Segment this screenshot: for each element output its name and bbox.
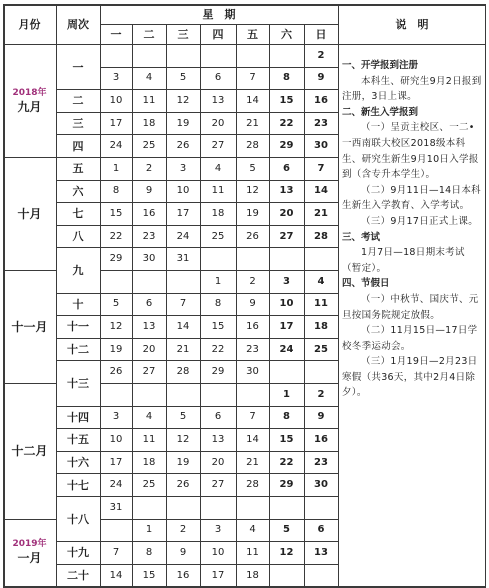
day-cell: 13: [142, 320, 156, 332]
row-line: [100, 89, 338, 90]
col-line: [236, 24, 237, 586]
day-cell: 25: [142, 140, 156, 152]
week-label: 七: [72, 207, 84, 221]
week-label: 十九: [67, 546, 89, 560]
month-name: 十二月: [11, 443, 48, 458]
day-cell: [304, 247, 338, 270]
day-cell: 17: [279, 320, 294, 332]
day-cell: [166, 270, 200, 293]
notes-heading: 二、新生入学报到: [342, 106, 419, 118]
row-line: [56, 315, 100, 316]
row-line: [100, 473, 338, 474]
day-cell: 22: [279, 456, 294, 468]
day-cell: 18: [246, 569, 259, 581]
day-cell: 5: [112, 298, 120, 310]
week-label: 十五: [67, 433, 89, 447]
day-cell: [269, 247, 304, 270]
day-cell: 2: [249, 275, 256, 287]
day-cell: [269, 360, 304, 383]
day-cell: 26: [176, 140, 190, 152]
row-line: [56, 293, 100, 294]
day-cell: 22: [109, 230, 123, 242]
day-cell: 3: [179, 162, 187, 174]
row-line: [100, 112, 338, 113]
row-line: [100, 180, 338, 181]
day-cell: 9: [317, 411, 325, 423]
row-line: [56, 541, 100, 542]
day-cell: 1: [145, 524, 153, 536]
day-cell: 5: [179, 72, 187, 84]
week-label: 九: [72, 263, 84, 277]
month-label: [3, 519, 56, 587]
row-line: [3, 586, 56, 587]
day-cell: [100, 270, 132, 293]
header-day-4: 四: [212, 28, 224, 41]
day-cell: 28: [314, 230, 328, 242]
row-line: [100, 428, 338, 429]
col-line: [304, 24, 305, 586]
day-cell: [166, 383, 200, 406]
day-cell: 24: [279, 343, 294, 355]
day-cell: [132, 383, 166, 406]
day-cell: 26: [109, 366, 123, 378]
day-cell: [200, 383, 236, 406]
day-cell: [166, 44, 200, 67]
row-line: [100, 451, 338, 452]
row-line: [100, 338, 338, 339]
col-line: [56, 4, 57, 586]
day-cell: [100, 44, 132, 67]
row-line: [100, 360, 338, 361]
week-label: 十三: [67, 376, 89, 390]
row-line: [56, 564, 100, 565]
day-cell: 17: [176, 207, 190, 219]
row-line: [100, 247, 338, 248]
day-cell: 7: [179, 298, 187, 310]
day-cell: 26: [176, 479, 190, 491]
day-cell: 7: [112, 546, 120, 558]
week-label: 三: [72, 117, 84, 131]
header-day-7: 日: [315, 28, 327, 41]
day-cell: 30: [314, 140, 328, 152]
notes-heading: 四、节假日: [342, 278, 390, 290]
day-cell: [200, 247, 236, 270]
week-label: 十一: [67, 320, 89, 334]
header-day-5: 五: [247, 28, 258, 41]
day-cell: 29: [279, 140, 294, 152]
row-line: [56, 225, 100, 226]
week-label: 二: [72, 94, 84, 108]
day-cell: 2: [145, 162, 153, 174]
month-label: [3, 383, 56, 519]
row-line: [100, 225, 338, 226]
row-line: [338, 44, 486, 45]
day-cell: 4: [145, 72, 153, 84]
row-line: [56, 406, 100, 407]
row-line: [56, 247, 100, 248]
day-cell: 23: [142, 230, 156, 242]
day-cell: 25: [142, 479, 156, 491]
month-label: [3, 44, 56, 157]
week-label: 十八: [67, 512, 89, 526]
month-name: 九月: [17, 99, 42, 114]
day-cell: [200, 44, 236, 67]
day-cell: 30: [314, 479, 328, 491]
day-cell: 22: [279, 117, 294, 129]
col-line: [100, 4, 101, 586]
month-label: [3, 270, 56, 383]
day-cell: 18: [314, 320, 328, 332]
day-cell: [100, 383, 132, 406]
notes-paragraph: （三）1月19日—2月23日寒假（共36天，其中2月4日除夕）。: [342, 356, 478, 399]
day-cell: 9: [317, 72, 325, 84]
day-cell: 20: [279, 207, 294, 219]
day-cell: 25: [211, 230, 225, 242]
day-cell: 13: [211, 433, 225, 445]
day-cell: 4: [145, 411, 153, 423]
day-cell: 27: [142, 366, 156, 378]
col-line: [166, 24, 167, 586]
row-line: [3, 519, 56, 520]
day-cell: 6: [283, 162, 290, 174]
row-line: [56, 112, 100, 113]
day-cell: 16: [314, 94, 328, 106]
day-cell: 15: [211, 320, 225, 332]
day-cell: 8: [283, 411, 290, 423]
day-cell: 20: [142, 343, 156, 355]
day-cell: 3: [112, 72, 120, 84]
day-cell: 31: [176, 253, 190, 265]
day-cell: 5: [283, 524, 290, 536]
day-cell: 12: [246, 185, 259, 197]
day-cell: 16: [142, 207, 156, 219]
day-cell: 15: [109, 207, 123, 219]
header-notes: 说 明: [395, 18, 429, 31]
day-cell: 23: [314, 456, 328, 468]
day-cell: 6: [317, 524, 325, 536]
border-left: [3, 4, 5, 586]
day-cell: 18: [211, 207, 225, 219]
day-cell: 19: [109, 343, 123, 355]
notes-heading: 一、开学报到注册: [342, 60, 419, 71]
day-cell: 13: [314, 546, 328, 558]
day-cell: 21: [246, 117, 259, 129]
row-line: [100, 202, 338, 203]
week-label: 一: [72, 60, 84, 74]
day-cell: 6: [214, 411, 222, 423]
day-cell: 14: [246, 94, 259, 106]
day-cell: 18: [142, 117, 156, 129]
day-cell: 19: [176, 456, 190, 468]
day-cell: 23: [314, 117, 328, 129]
month-name: 一月: [17, 551, 42, 566]
day-cell: 2: [317, 49, 325, 61]
day-cell: 4: [214, 162, 222, 174]
row-line: [3, 157, 56, 158]
row-line: [100, 157, 338, 158]
row-line: [56, 473, 100, 474]
notes-paragraph: （一）中秋节、国庆节、元旦按国务院规定放假。: [342, 293, 479, 321]
row-line: [56, 360, 100, 361]
row-line: [56, 202, 100, 203]
notes-paragraph: （三）9月17日正式上课。: [361, 215, 479, 227]
day-cell: 1: [283, 388, 290, 400]
day-cell: [269, 44, 304, 67]
row-line: [100, 24, 338, 25]
day-cell: 1: [214, 275, 222, 287]
day-cell: 2: [179, 524, 187, 536]
day-cell: 14: [314, 185, 328, 197]
day-cell: 24: [109, 479, 123, 491]
day-cell: [236, 247, 269, 270]
day-cell: 8: [214, 298, 222, 310]
row-line: [100, 519, 338, 520]
week-label: 十二: [67, 343, 89, 357]
day-cell: 15: [142, 569, 156, 581]
notes-paragraph: （二）11月15日—17日学校冬季运动会。: [342, 325, 478, 352]
header-day-3: 三: [177, 28, 189, 41]
day-cell: 27: [211, 479, 225, 491]
day-cell: 4: [249, 524, 256, 536]
day-cell: 15: [279, 94, 294, 106]
row-line: [100, 293, 338, 294]
day-cell: 6: [214, 72, 222, 84]
row-line: [100, 383, 338, 384]
day-cell: 10: [176, 185, 190, 197]
day-cell: 21: [314, 207, 328, 219]
day-cell: 11: [142, 433, 156, 445]
day-cell: 24: [176, 230, 190, 242]
day-cell: 3: [283, 275, 290, 287]
row-line: [3, 383, 56, 384]
day-cell: 3: [112, 411, 120, 423]
col-line: [132, 24, 133, 586]
row-line: [56, 496, 100, 497]
row-line: [56, 157, 100, 158]
row-line: [3, 44, 338, 45]
notes-paragraph: 1月7日—18日期末考试（暂定）。: [342, 247, 465, 274]
day-cell: 28: [246, 479, 259, 491]
day-cell: 7: [249, 72, 256, 84]
day-cell: 29: [211, 366, 225, 378]
day-cell: 6: [145, 298, 153, 310]
day-cell: 10: [109, 94, 123, 106]
header-day-1: 一: [110, 28, 122, 41]
notes-column: [342, 58, 482, 401]
day-cell: 3: [214, 524, 222, 536]
day-cell: 17: [211, 569, 225, 581]
day-cell: 5: [179, 411, 187, 423]
day-cell: 17: [109, 117, 123, 129]
day-cell: 15: [279, 433, 294, 445]
day-cell: [132, 496, 166, 519]
day-cell: 10: [211, 546, 225, 558]
header-weekday-group: 星 期: [202, 8, 236, 21]
week-label: 十七: [67, 478, 89, 492]
day-cell: 12: [109, 320, 123, 332]
day-cell: 11: [246, 546, 259, 558]
header-day-2: 二: [143, 28, 155, 41]
row-line: [100, 406, 338, 407]
col-line: [200, 24, 201, 586]
month-name: 十一月: [11, 319, 48, 334]
day-cell: 21: [246, 456, 259, 468]
notes-paragraph: （一）呈贡主校区、一二•一西南联大校区2018级本科生、研究生新生9月10日入学报到（含专升本学生）。: [342, 122, 479, 181]
day-cell: 1: [112, 162, 120, 174]
day-cell: 12: [176, 433, 190, 445]
row-line: [100, 586, 338, 587]
notes-heading: 三、考试: [342, 231, 381, 243]
day-cell: 24: [109, 140, 123, 152]
row-line: [56, 338, 100, 339]
week-label: 六: [72, 184, 84, 198]
day-cell: [132, 44, 166, 67]
row-line: [56, 428, 100, 429]
day-cell: 16: [176, 569, 190, 581]
day-cell: [236, 44, 269, 67]
row-line: [56, 89, 100, 90]
day-cell: 9: [145, 185, 153, 197]
day-cell: 11: [142, 94, 156, 106]
month-name: 十月: [17, 206, 42, 221]
row-line: [56, 586, 100, 587]
day-cell: 25: [314, 343, 328, 355]
row-line: [100, 315, 338, 316]
row-line: [56, 180, 100, 181]
day-cell: 22: [211, 343, 225, 355]
day-cell: 4: [317, 275, 325, 287]
day-cell: 14: [176, 320, 190, 332]
day-cell: 16: [314, 433, 328, 445]
day-cell: 26: [246, 230, 259, 242]
day-cell: [304, 360, 338, 383]
day-cell: 5: [249, 162, 256, 174]
day-cell: 11: [211, 185, 225, 197]
day-cell: 29: [279, 479, 294, 491]
day-cell: 9: [179, 546, 187, 558]
row-line: [100, 67, 338, 68]
row-line: [3, 270, 56, 271]
row-line: [100, 541, 338, 542]
row-line: [56, 134, 100, 135]
header-day-6: 六: [281, 28, 292, 41]
day-cell: 12: [279, 546, 294, 558]
day-cell: 14: [246, 433, 259, 445]
notes-paragraph: （二）9月11日—14日本科生新生入学教育、入学考试。: [342, 184, 481, 212]
day-cell: 30: [142, 253, 156, 265]
day-cell: 20: [211, 117, 225, 129]
day-cell: 8: [112, 185, 120, 197]
day-cell: 23: [246, 343, 259, 355]
day-cell: 8: [283, 72, 290, 84]
day-cell: 10: [109, 433, 123, 445]
week-label: 四: [72, 139, 84, 153]
day-cell: 30: [246, 366, 259, 378]
day-cell: [269, 496, 304, 519]
border-right: [485, 4, 487, 586]
year-label: 2019年: [12, 539, 47, 550]
row-line: [100, 270, 338, 271]
day-cell: 11: [314, 298, 328, 310]
day-cell: 17: [109, 456, 123, 468]
day-cell: 19: [176, 117, 190, 129]
day-cell: [166, 496, 200, 519]
day-cell: 13: [211, 94, 225, 106]
week-label: 八: [72, 230, 84, 244]
day-cell: 27: [279, 230, 294, 242]
day-cell: 20: [211, 456, 225, 468]
border-top: [3, 4, 486, 6]
week-label: 二十: [67, 569, 89, 583]
year-label: 2018年: [12, 87, 47, 98]
day-cell: [100, 519, 132, 542]
day-cell: [269, 564, 304, 587]
week-label: 五: [72, 162, 84, 176]
day-cell: [304, 564, 338, 587]
day-cell: 29: [109, 253, 123, 265]
header-month: 月份: [18, 18, 41, 31]
day-cell: 2: [317, 388, 325, 400]
row-line: [56, 451, 100, 452]
day-cell: [236, 496, 269, 519]
day-cell: 7: [317, 162, 325, 174]
day-cell: 8: [145, 546, 153, 558]
day-cell: [236, 383, 269, 406]
week-label: 十: [72, 297, 84, 311]
col-line: [338, 4, 339, 586]
row-line: [100, 564, 338, 565]
day-cell: 21: [176, 343, 190, 355]
day-cell: 19: [246, 207, 259, 219]
day-cell: [304, 496, 338, 519]
day-cell: 14: [109, 569, 123, 581]
header-week: 周次: [67, 18, 89, 31]
week-label: 十四: [67, 410, 89, 424]
day-cell: 9: [249, 298, 256, 310]
month-label: [3, 157, 56, 270]
col-line: [269, 24, 270, 586]
day-cell: 7: [249, 411, 256, 423]
day-cell: 27: [211, 140, 225, 152]
day-cell: 31: [109, 501, 123, 513]
day-cell: 12: [176, 94, 190, 106]
notes-paragraph: 本科生、研究生9月2日报到注册，3日上课。: [342, 75, 482, 103]
day-cell: 28: [246, 140, 259, 152]
day-cell: 10: [279, 298, 294, 310]
day-cell: 18: [142, 456, 156, 468]
day-cell: [132, 270, 166, 293]
day-cell: 28: [176, 366, 190, 378]
day-cell: 16: [246, 320, 259, 332]
day-cell: [200, 496, 236, 519]
day-cell: 13: [279, 185, 294, 197]
week-label: 十六: [67, 456, 89, 470]
row-line: [100, 496, 338, 497]
row-line: [100, 134, 338, 135]
